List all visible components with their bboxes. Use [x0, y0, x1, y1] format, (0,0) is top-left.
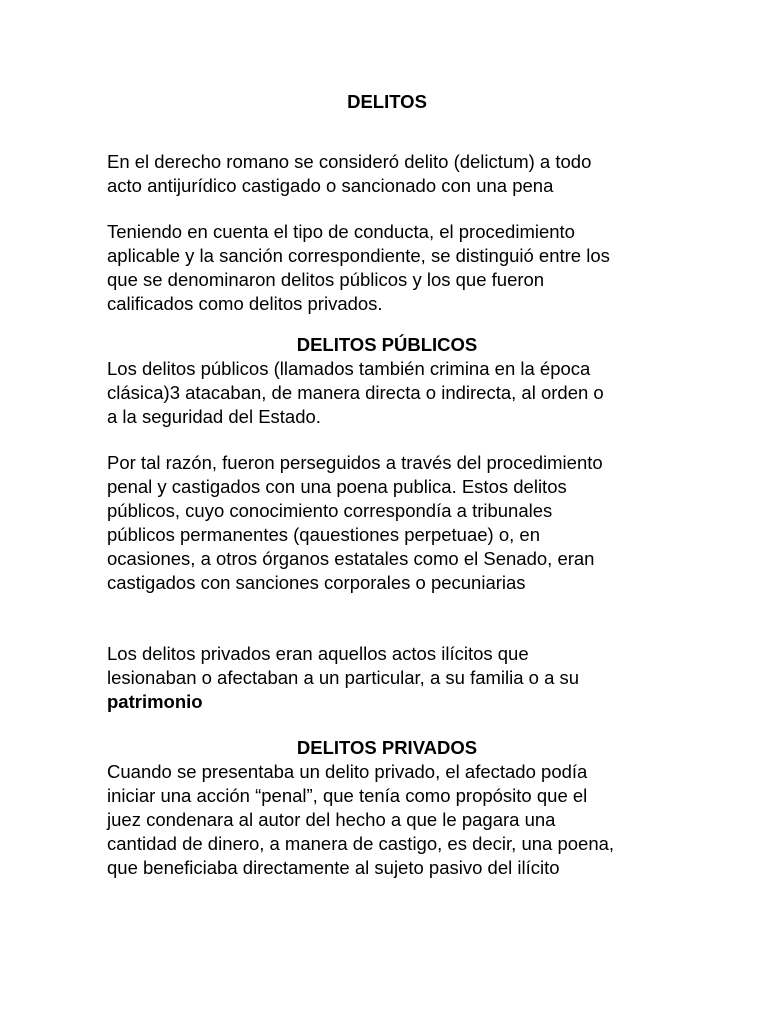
text-line-bold [107, 690, 667, 714]
text-line: aplicable y la sanción correspondiente, se distinguió entre los [107, 245, 610, 266]
text-line: castigados con sanciones corporales o pecuniarias [107, 572, 526, 593]
spacer [107, 595, 667, 642]
text-line: a la seguridad del Estado. [107, 406, 321, 427]
text-line: calificados como delitos privados. [107, 293, 383, 314]
document-title: DELITOS [347, 91, 427, 112]
text-line: públicos permanentes (qauestiones perpetuae) o, en [107, 524, 540, 545]
document-page [107, 90, 667, 880]
publicos-paragraph-2 [107, 451, 667, 595]
text-line: juez condenara al autor del hecho a que le pagara una [107, 809, 556, 830]
spacer [107, 429, 667, 451]
text-line: penal y castigados con una poena publica. Estos delitos [107, 476, 567, 497]
privados-intro-paragraph [107, 642, 667, 714]
spacer [107, 198, 667, 220]
classification-paragraph [107, 220, 667, 316]
text-line: lesionaban o afectaban a un particular, a su familia o a su [107, 667, 580, 688]
intro-paragraph [107, 150, 667, 198]
bold-word-patrimonio: patrimonio [107, 691, 203, 712]
text-line: públicos, cuyo conocimiento correspondía a tribunales [107, 500, 553, 521]
text-line: Por tal razón, fueron perseguidos a través del procedimiento [107, 452, 603, 473]
heading-delitos-publicos: DELITOS PÚBLICOS [296, 334, 478, 355]
spacer [107, 114, 667, 150]
text-line: En el derecho romano se consideró delito (delictum) a todo [107, 151, 592, 172]
text-line: que beneficiaba directamente al sujeto pasivo del ilícito [107, 857, 560, 878]
text-line: acto antijurídico castigado o sancionado con una pena [107, 175, 554, 196]
text-line: Los delitos privados eran aquellos actos ilícitos que [107, 643, 529, 664]
text-line: Cuando se presentaba un delito privado, el afectado podía [107, 761, 588, 782]
text-line: iniciar una acción “penal”, que tenía como propósito que el [107, 785, 588, 806]
text-line: clásica)3 atacaban, de manera directa o indirecta, al orden o [107, 382, 604, 403]
spacer [107, 714, 667, 736]
text-line: ocasiones, a otros órganos estatales como el Senado, eran [107, 548, 595, 569]
text-line: Teniendo en cuenta el tipo de conducta, el procedimiento [107, 221, 575, 242]
publicos-paragraph-1 [107, 357, 667, 429]
heading-delitos-privados: DELITOS PRIVADOS [296, 737, 478, 758]
privados-paragraph-1 [107, 760, 667, 880]
text-line: cantidad de dinero, a manera de castigo, es decir, una poena, [107, 833, 615, 854]
spacer [107, 316, 667, 333]
text-line: Los delitos públicos (llamados también crimina en la época [107, 358, 591, 379]
text-line: que se denominaron delitos públicos y los que fueron [107, 269, 545, 290]
